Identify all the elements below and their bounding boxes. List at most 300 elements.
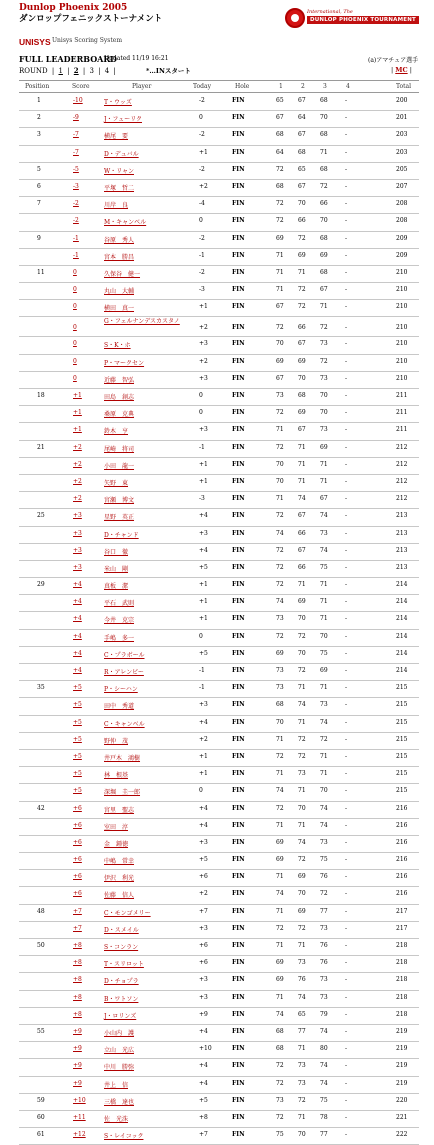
today-cell: 0 xyxy=(199,217,203,225)
tournament-title-en: Dunlop Phoenix 2005 xyxy=(19,3,128,13)
table-row xyxy=(0,733,434,750)
total-cell: 214 xyxy=(396,581,408,589)
hole-cell: FIN xyxy=(232,770,245,778)
score-link[interactable]: +4 xyxy=(73,632,82,640)
today-cell: -1 xyxy=(199,251,205,259)
score-link[interactable]: +6 xyxy=(73,804,82,812)
player-link[interactable]: J・ロリンズ xyxy=(104,1012,137,1020)
hole-cell: FIN xyxy=(232,598,245,606)
round3-cell: 72 xyxy=(320,890,328,898)
total-cell: 218 xyxy=(396,942,408,949)
today-cell: +3 xyxy=(199,529,208,537)
table-row xyxy=(0,111,434,128)
round2-cell: 72 xyxy=(298,632,306,640)
round1-cell: 71 xyxy=(276,993,284,1001)
table-row xyxy=(0,458,434,475)
player-link[interactable]: 小山内 護 xyxy=(104,1029,135,1037)
player-link[interactable]: 平石 武則 xyxy=(104,600,135,608)
total-cell: 216 xyxy=(396,821,408,829)
player-link[interactable]: 佐藤 信人 xyxy=(104,892,135,900)
round1-cell: 64 xyxy=(276,148,284,156)
today-cell: +8 xyxy=(199,1113,208,1121)
player-link[interactable]: P・シーハン xyxy=(104,686,138,694)
score-link[interactable]: +4 xyxy=(73,667,82,674)
player-link[interactable]: 田島 創志 xyxy=(104,394,135,401)
round3-cell: 71 xyxy=(320,477,328,485)
score-link[interactable]: 0 xyxy=(73,268,77,276)
unisys-logo: UNISYS xyxy=(19,37,51,47)
today-cell: +4 xyxy=(199,512,208,520)
hole-cell: FIN xyxy=(232,667,245,674)
today-cell: +1 xyxy=(199,752,208,760)
round1-cell: 74 xyxy=(276,598,284,606)
total-cell: 220 xyxy=(396,1096,408,1104)
player-link[interactable]: 近藤 智弘 xyxy=(104,376,135,384)
position-cell: 42 xyxy=(37,804,45,812)
table-row xyxy=(0,612,434,629)
round4-cell: - xyxy=(345,460,348,468)
round1-cell: 68 xyxy=(276,1027,284,1035)
score-link[interactable]: -2 xyxy=(73,200,79,208)
table-row xyxy=(0,128,434,145)
hole-cell: FIN xyxy=(232,1113,245,1121)
table-row xyxy=(0,232,434,249)
player-link[interactable]: C・プラボール xyxy=(104,651,145,659)
total-cell: 212 xyxy=(396,460,408,468)
player-link[interactable]: 川岸 良 xyxy=(104,202,129,210)
score-link[interactable]: -3 xyxy=(73,182,79,190)
round1-cell: 68 xyxy=(276,1045,284,1053)
score-link[interactable]: +8 xyxy=(73,1010,82,1018)
hole-cell: FIN xyxy=(232,357,245,365)
player-link[interactable]: 平塚 哲二 xyxy=(104,184,135,192)
round2-cell: 69 xyxy=(298,873,306,881)
player-link[interactable]: D・スメイル xyxy=(104,926,139,934)
total-cell: 219 xyxy=(396,1027,408,1035)
today-cell: +3 xyxy=(199,426,208,434)
round1-cell: 73 xyxy=(276,1096,284,1104)
player-link[interactable]: 桑原 克典 xyxy=(104,411,135,419)
score-link[interactable]: +5 xyxy=(73,787,82,795)
hole-cell: FIN xyxy=(232,409,245,417)
player-link[interactable]: 横田 真一 xyxy=(104,305,135,313)
score-link[interactable]: 0 xyxy=(73,324,77,332)
score-link[interactable]: +8 xyxy=(73,976,82,984)
score-link[interactable]: -9 xyxy=(73,114,79,122)
player-link[interactable]: P・マークセン xyxy=(104,359,145,367)
table-row xyxy=(0,266,434,283)
total-cell: 214 xyxy=(396,667,408,674)
hole-cell: FIN xyxy=(232,97,245,104)
total-cell: 210 xyxy=(396,374,408,382)
round-label: ROUND xyxy=(19,67,48,75)
round3-cell: 69 xyxy=(320,443,328,451)
player-link[interactable]: W・リャン xyxy=(104,167,134,175)
round4-cell: - xyxy=(345,392,348,399)
player-link[interactable]: J・フューリク xyxy=(104,116,142,124)
score-link[interactable]: +8 xyxy=(73,993,82,1001)
round3-cell: 71 xyxy=(320,148,328,156)
score-link[interactable]: +3 xyxy=(73,529,82,537)
round4-cell: - xyxy=(345,838,348,846)
round4-cell: - xyxy=(345,1131,348,1139)
round2-cell: 70 xyxy=(298,804,306,812)
round3-cell: 68 xyxy=(320,97,328,104)
round1-cell: 69 xyxy=(276,838,284,846)
round4-cell: - xyxy=(345,426,348,434)
score-link[interactable]: +4 xyxy=(73,598,82,606)
round4-cell: - xyxy=(345,131,348,139)
score-link[interactable]: +6 xyxy=(73,838,82,846)
player-link[interactable]: 田中 秀道 xyxy=(104,703,135,711)
round3-cell: 74 xyxy=(320,1062,328,1070)
total-cell: 215 xyxy=(396,770,408,778)
player-link[interactable]: C・キャンベル xyxy=(104,720,145,728)
logo-line1: International, The xyxy=(307,9,353,15)
table-row xyxy=(0,283,434,300)
score-link[interactable]: +1 xyxy=(73,392,82,399)
score-link[interactable]: +8 xyxy=(73,959,82,967)
score-link[interactable]: +6 xyxy=(73,873,82,881)
round2-cell: 70 xyxy=(298,890,306,898)
round2-cell: 68 xyxy=(298,148,306,156)
score-link[interactable]: +2 xyxy=(73,443,82,451)
today-cell: -2 xyxy=(199,165,205,173)
player-link[interactable]: 立山 光広 xyxy=(104,1047,135,1055)
player-link[interactable]: 伊沢 利光 xyxy=(104,875,135,883)
round3-cell: 70 xyxy=(320,392,328,399)
score-link[interactable]: +2 xyxy=(73,477,82,485)
round-link-1[interactable]: 1 xyxy=(58,67,63,75)
round1-cell: 72 xyxy=(276,512,284,520)
score-link[interactable]: 0 xyxy=(73,357,77,365)
player-link[interactable]: 宮本 勝昌 xyxy=(104,253,135,261)
player-link[interactable]: 丸山 大輔 xyxy=(104,288,135,296)
round1-cell: 72 xyxy=(276,546,284,554)
round3-cell: 71 xyxy=(320,303,328,311)
position-cell: 48 xyxy=(37,907,45,915)
score-link[interactable]: +6 xyxy=(73,890,82,898)
player-link[interactable]: S・コンラン xyxy=(104,944,139,951)
score-link[interactable]: 0 xyxy=(73,374,77,382)
hole-cell: FIN xyxy=(232,443,245,451)
player-link[interactable]: M・キャンベル xyxy=(104,219,147,227)
table-row xyxy=(0,905,434,922)
round3-cell: 76 xyxy=(320,873,328,881)
player-link[interactable]: 宮瀬 博文 xyxy=(104,497,135,505)
table-row xyxy=(0,630,434,647)
table-row xyxy=(0,441,434,458)
round2-cell: 71 xyxy=(298,718,306,726)
today-cell: 0 xyxy=(199,632,203,640)
score-link[interactable]: +3 xyxy=(73,512,82,520)
col-round1: 1 xyxy=(279,83,283,90)
round-link-2[interactable]: 2 xyxy=(73,66,79,75)
position-cell: 1 xyxy=(37,97,41,104)
round4-cell: - xyxy=(345,148,348,156)
player-link[interactable]: S・レイコック xyxy=(104,1133,144,1141)
player-link[interactable]: 米山 剛 xyxy=(104,565,129,573)
round2-cell: 74 xyxy=(298,838,306,846)
total-cell: 210 xyxy=(396,303,408,311)
today-cell: +10 xyxy=(199,1045,212,1053)
score-link[interactable]: +3 xyxy=(73,546,82,554)
player-link[interactable]: 手嶋 多一 xyxy=(104,634,135,642)
round4-cell: - xyxy=(345,340,348,348)
score-link[interactable]: -7 xyxy=(73,131,79,139)
round2-cell: 74 xyxy=(298,495,306,503)
player-link[interactable]: 谷原 秀人 xyxy=(104,236,135,244)
score-link[interactable]: -1 xyxy=(73,234,79,242)
score-link[interactable]: +6 xyxy=(73,856,82,864)
total-cell: 215 xyxy=(396,787,408,795)
round3-cell: 77 xyxy=(320,907,328,915)
score-link[interactable]: 0 xyxy=(73,340,77,348)
score-link[interactable]: -10 xyxy=(73,97,83,104)
score-link[interactable]: +12 xyxy=(73,1131,86,1139)
score-link[interactable]: -1 xyxy=(73,251,79,259)
round2-cell: 72 xyxy=(298,303,306,311)
round2-cell: 67 xyxy=(298,97,306,104)
total-cell: 200 xyxy=(396,97,408,104)
player-link[interactable]: 深堀 圭一郎 xyxy=(104,789,141,797)
round2-cell: 71 xyxy=(298,1045,306,1053)
score-link[interactable]: +11 xyxy=(73,1113,86,1121)
round-selector: ROUND | 1 | 2 | 3 | 4 | xyxy=(19,66,116,75)
round3-cell: 72 xyxy=(320,735,328,743)
score-link[interactable]: +8 xyxy=(73,942,82,949)
table-row xyxy=(0,922,434,939)
score-link[interactable]: +9 xyxy=(73,1027,82,1035)
score-link[interactable]: +10 xyxy=(73,1096,86,1104)
round1-cell: 71 xyxy=(276,286,284,294)
score-link[interactable]: -7 xyxy=(73,148,79,156)
today-cell: +1 xyxy=(199,598,208,606)
round1-cell: 72 xyxy=(276,324,284,332)
player-link[interactable]: 鈴木 亨 xyxy=(104,428,129,436)
hole-cell: FIN xyxy=(232,821,245,829)
mc-link-wrap: | MC | xyxy=(391,66,412,74)
total-cell: 215 xyxy=(396,701,408,709)
total-cell: 210 xyxy=(396,286,408,294)
player-link[interactable]: 真板 潔 xyxy=(104,583,129,591)
total-cell: 215 xyxy=(396,718,408,726)
round3-cell: 70 xyxy=(320,114,328,122)
today-cell: +2 xyxy=(199,890,208,898)
score-link[interactable]: +5 xyxy=(73,701,82,709)
round4-cell: - xyxy=(345,234,348,242)
position-cell: 60 xyxy=(37,1113,45,1121)
player-link[interactable]: T・ウッズ xyxy=(104,99,132,106)
hole-cell: FIN xyxy=(232,303,245,311)
score-link[interactable]: +7 xyxy=(73,907,82,915)
player-link[interactable]: 宮里 聖志 xyxy=(104,806,135,814)
position-cell: 21 xyxy=(37,443,45,451)
round4-cell: - xyxy=(345,97,348,104)
round4-cell: - xyxy=(345,684,348,692)
hole-cell: FIN xyxy=(232,890,245,898)
hole-cell: FIN xyxy=(232,495,245,503)
round2-cell: 72 xyxy=(298,856,306,864)
round-link-4: 4 xyxy=(104,67,110,75)
player-link[interactable]: 久保谷 健一 xyxy=(104,270,141,278)
round2-cell: 71 xyxy=(298,581,306,589)
total-cell: 217 xyxy=(396,907,408,915)
player-link[interactable]: C・モンゴメリー xyxy=(104,909,151,917)
table-row xyxy=(0,389,434,406)
player-link[interactable]: 谷口 徹 xyxy=(104,548,129,556)
phoenix-flower-icon xyxy=(285,8,305,28)
hole-cell: FIN xyxy=(232,1027,245,1035)
today-cell: -1 xyxy=(199,667,205,674)
total-cell: 218 xyxy=(396,993,408,1001)
hole-cell: FIN xyxy=(232,873,245,881)
player-link[interactable]: 金 鍾徳 xyxy=(104,840,129,848)
score-link[interactable]: +5 xyxy=(73,770,82,778)
player-link[interactable]: 中嶋 常幸 xyxy=(104,858,135,866)
table-row xyxy=(0,802,434,819)
round1-cell: 71 xyxy=(276,251,284,259)
table-row xyxy=(0,973,434,990)
score-link[interactable]: 0 xyxy=(73,303,77,311)
player-link[interactable]: 佐 光洙 xyxy=(104,1115,129,1123)
round3-cell: 73 xyxy=(320,529,328,537)
round3-cell: 71 xyxy=(320,770,328,778)
round3-cell: 68 xyxy=(320,165,328,173)
mc-link[interactable]: MC xyxy=(395,66,408,74)
player-link[interactable]: B・ワトソン xyxy=(104,995,139,1003)
score-link[interactable]: -5 xyxy=(73,165,79,173)
round1-cell: 71 xyxy=(276,735,284,743)
score-link[interactable]: +1 xyxy=(73,426,82,434)
score-link[interactable]: +2 xyxy=(73,495,82,503)
score-link[interactable]: -2 xyxy=(73,217,79,225)
today-cell: -2 xyxy=(199,97,205,104)
table-row xyxy=(0,939,434,956)
player-link[interactable]: D・チョプラ xyxy=(104,978,139,986)
hole-cell: FIN xyxy=(232,924,245,932)
player-link[interactable]: 室田 淳 xyxy=(104,823,129,831)
today-cell: +2 xyxy=(199,357,208,365)
round2-cell: 67 xyxy=(298,182,306,190)
player-link[interactable]: T・スリロット xyxy=(104,961,144,969)
total-cell: 211 xyxy=(396,426,408,434)
hole-cell: FIN xyxy=(232,477,245,485)
table-row xyxy=(0,337,434,354)
round3-cell: 74 xyxy=(320,1079,328,1087)
today-cell: +7 xyxy=(199,907,208,915)
hole-cell: FIN xyxy=(232,684,245,692)
table-row xyxy=(0,300,434,317)
score-link[interactable]: 0 xyxy=(73,286,77,294)
total-cell: 216 xyxy=(396,838,408,846)
player-link[interactable]: 尾崎 将司 xyxy=(104,445,135,453)
position-cell: 55 xyxy=(37,1027,45,1035)
round2-cell: 76 xyxy=(298,976,306,984)
score-link[interactable]: +7 xyxy=(73,924,82,932)
hole-cell: FIN xyxy=(232,804,245,812)
total-cell: 215 xyxy=(396,735,408,743)
round4-cell: - xyxy=(345,563,348,571)
round1-cell: 71 xyxy=(276,907,284,915)
score-link[interactable]: +5 xyxy=(73,752,82,760)
player-link[interactable]: 矢野 東 xyxy=(104,479,129,487)
player-link[interactable]: 井上 信 xyxy=(104,1081,129,1089)
round2-cell: 65 xyxy=(298,165,306,173)
player-link[interactable]: 今井 克宗 xyxy=(104,617,135,625)
total-cell: 209 xyxy=(396,251,408,259)
today-cell: +6 xyxy=(199,942,208,949)
player-link[interactable]: 中川 勝弥 xyxy=(104,1064,135,1072)
total-cell: 212 xyxy=(396,495,408,503)
round3-cell: 73 xyxy=(320,924,328,932)
score-link[interactable]: +9 xyxy=(73,1079,82,1087)
player-link[interactable]: 野仲 茂 xyxy=(104,737,129,745)
player-link[interactable]: 林 根基 xyxy=(104,772,129,780)
score-link[interactable]: +5 xyxy=(73,735,82,743)
today-cell: +1 xyxy=(199,303,208,311)
player-link[interactable]: 小田 龍一 xyxy=(104,462,135,470)
hole-cell: FIN xyxy=(232,131,245,139)
player-link[interactable]: 三橋 達也 xyxy=(104,1098,135,1106)
player-link[interactable]: 井戸木 鴻樹 xyxy=(104,754,141,762)
position-cell: 2 xyxy=(37,114,41,122)
round3-cell: 68 xyxy=(320,234,328,242)
player-link[interactable]: 横尾 要 xyxy=(104,133,129,141)
today-cell: +5 xyxy=(199,563,208,571)
round2-cell: 67 xyxy=(298,131,306,139)
score-link[interactable]: +4 xyxy=(73,615,82,623)
player-link[interactable]: 星野 英正 xyxy=(104,514,135,522)
score-link[interactable]: +4 xyxy=(73,649,82,657)
round2-cell: 67 xyxy=(298,340,306,348)
round4-cell: - xyxy=(345,942,348,949)
hole-cell: FIN xyxy=(232,942,245,949)
today-cell: -2 xyxy=(199,268,205,276)
position-cell: 3 xyxy=(37,131,41,139)
player-link[interactable]: R・アレンビー xyxy=(104,669,144,676)
today-cell: +6 xyxy=(199,873,208,881)
player-link[interactable]: S・K・ホ xyxy=(104,342,131,350)
score-link[interactable]: +2 xyxy=(73,460,82,468)
score-link[interactable]: +9 xyxy=(73,1045,82,1053)
round1-cell: 67 xyxy=(276,303,284,311)
round4-cell: - xyxy=(345,114,348,122)
hole-cell: FIN xyxy=(232,1131,245,1139)
score-link[interactable]: +9 xyxy=(73,1062,82,1070)
round1-cell: 72 xyxy=(276,409,284,417)
score-link[interactable]: +5 xyxy=(73,684,82,692)
round1-cell: 72 xyxy=(276,563,284,571)
score-link[interactable]: +5 xyxy=(73,718,82,726)
player-link[interactable]: D・デュバル xyxy=(104,150,139,158)
player-link[interactable]: D・チャンド xyxy=(104,531,139,539)
score-link[interactable]: +3 xyxy=(73,563,82,571)
hole-cell: FIN xyxy=(232,563,245,571)
round1-cell: 72 xyxy=(276,443,284,451)
round2-cell: 70 xyxy=(298,615,306,623)
round4-cell: - xyxy=(345,268,348,276)
round4-cell: - xyxy=(345,1045,348,1053)
score-link[interactable]: +1 xyxy=(73,409,82,417)
score-link[interactable]: +6 xyxy=(73,821,82,829)
round2-cell: 72 xyxy=(298,752,306,760)
score-link[interactable]: +4 xyxy=(73,581,82,589)
round4-cell: - xyxy=(345,976,348,984)
round3-cell: 73 xyxy=(320,838,328,846)
round4-cell: - xyxy=(345,615,348,623)
player-link[interactable]: G・フェルナンデスカスタノ xyxy=(104,318,180,326)
